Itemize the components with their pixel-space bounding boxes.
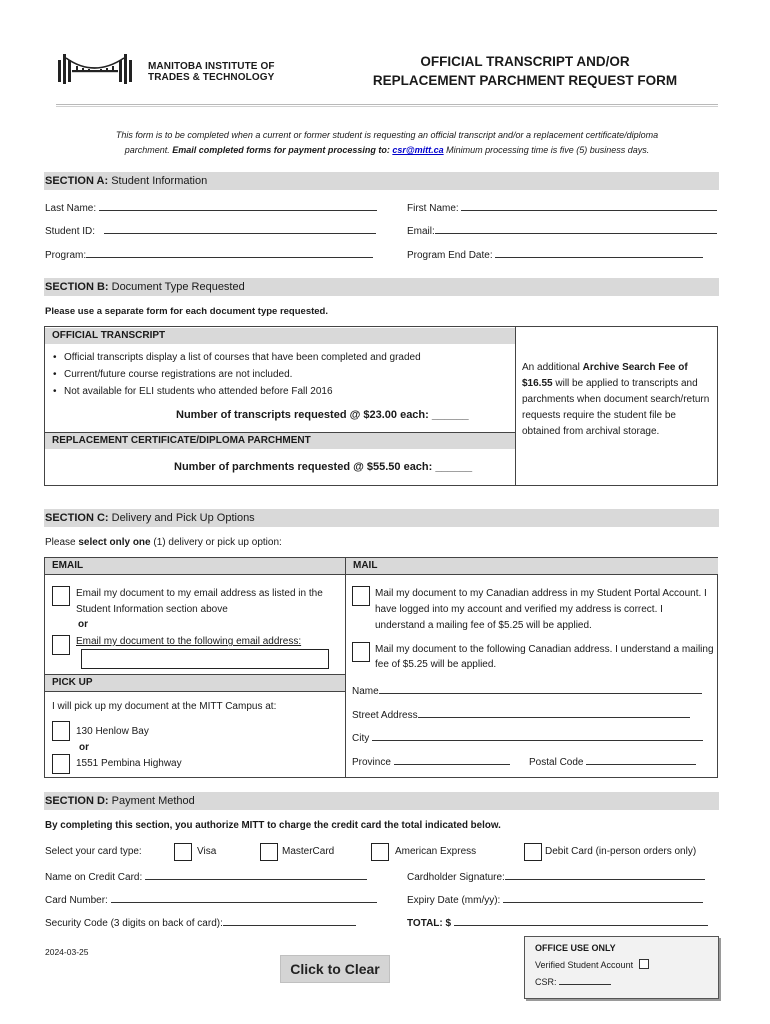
total-field[interactable]: TOTAL: $ bbox=[407, 916, 708, 929]
mail-other-checkbox[interactable] bbox=[352, 642, 370, 662]
bullet-item: • Not available for ELI students who attended before Fall 2016 bbox=[52, 383, 512, 400]
bridge-logo-icon bbox=[56, 50, 142, 86]
bullet-item: • Official transcripts display a list of courses that have been completed and graded bbox=[52, 349, 512, 366]
amex-checkbox[interactable] bbox=[371, 843, 389, 861]
select-card-label: Select your card type: bbox=[45, 846, 142, 857]
document-type-table bbox=[44, 326, 718, 486]
mail-province-field[interactable]: Province bbox=[352, 755, 510, 768]
title-line1: OFFICIAL TRANSCRIPT AND/OR bbox=[420, 54, 630, 69]
security-code-field[interactable]: Security Code (3 digits on back of card): bbox=[45, 916, 356, 929]
mail-portal-checkbox[interactable] bbox=[352, 586, 370, 606]
csr-row: CSR: bbox=[535, 974, 718, 991]
section-b-header: SECTION B: Document Type Requested bbox=[44, 278, 719, 296]
card-number-field[interactable]: Card Number: bbox=[45, 893, 377, 906]
org-line2: TRADES & TECHNOLOGY bbox=[148, 72, 275, 83]
csr-field[interactable] bbox=[559, 976, 611, 985]
mail-postal-field[interactable]: Postal Code bbox=[529, 755, 696, 768]
clear-form-button[interactable]: Click to Clear bbox=[280, 955, 390, 983]
name-on-card-field[interactable]: Name on Credit Card: bbox=[45, 870, 367, 883]
org-line1: MANITOBA INSTITUTE OF bbox=[148, 61, 275, 72]
email-listed-checkbox[interactable] bbox=[52, 586, 70, 606]
section-a-header: SECTION A: Student Information bbox=[44, 172, 719, 190]
email-other-checkbox[interactable] bbox=[52, 635, 70, 655]
mail-other-label: Mail my document to the following Canadian address. I understand a mailing fee of $5.25 will be applied. bbox=[375, 644, 714, 670]
verified-account-row: Verified Student Account bbox=[535, 957, 718, 974]
campus-pembina-label: 1551 Pembina Highway bbox=[76, 758, 182, 769]
email-other-label: Email my document to the following email address: bbox=[76, 636, 302, 647]
csr-email-link[interactable]: csr@mitt.ca bbox=[392, 145, 444, 155]
authorize-text: By completing this section, you authorize MITT to charge the credit card the total indicated below. bbox=[45, 820, 501, 831]
delivery-instruction: Please select only one (1) delivery or pick up option: bbox=[45, 537, 282, 548]
archive-fee-note: An additional Archive Search Fee of $16.55 will be applied to transcripts and parchments when document search/return requests require the student file be obtained from archival storage. bbox=[522, 362, 710, 437]
mail-portal-label: Mail my document to my Canadian address in my Student Portal Account. I have logged into my account and verified my address is correct. I understand a mailing fee of $5.25 will be applied. bbox=[375, 588, 707, 631]
mail-street-field[interactable]: Street Address bbox=[352, 708, 690, 721]
delivery-options-table bbox=[44, 557, 718, 778]
visa-label: Visa bbox=[197, 846, 217, 857]
transcripts-count-field[interactable]: Number of transcripts requested @ $23.00 each: ______ bbox=[176, 409, 469, 421]
office-use-title: OFFICE USE ONLY bbox=[535, 943, 616, 953]
debit-label: Debit Card (in-person orders only) bbox=[545, 846, 697, 857]
campus-henlow-label: 130 Henlow Bay bbox=[76, 726, 149, 737]
last-name-field[interactable]: Last Name: bbox=[45, 201, 377, 214]
form-title bbox=[355, 52, 695, 90]
pickup-header: PICK UP bbox=[45, 674, 345, 692]
section-c-header: SECTION C: Delivery and Pick Up Options bbox=[44, 509, 719, 527]
debit-checkbox[interactable] bbox=[524, 843, 542, 861]
email-field[interactable]: Email: bbox=[407, 224, 717, 237]
intro-text: This form is to be completed when a current or former student is requesting an official transcript and/or a replacement certificate/diploma parchment. Email completed forms for payment processing to: csr@mitt.ca Minimum processing time is five (5) business days. bbox=[115, 130, 659, 155]
parchment-header: REPLACEMENT CERTIFICATE/DIPLOMA PARCHMENT bbox=[45, 432, 515, 449]
parchments-count-field[interactable]: Number of parchments requested @ $55.50 each: ______ bbox=[174, 461, 473, 473]
campus-henlow-checkbox[interactable] bbox=[52, 721, 70, 741]
email-listed-label: Email my document to my email address as listed in the Student Information section above bbox=[76, 588, 323, 615]
mitt-logo bbox=[56, 50, 296, 86]
mastercard-checkbox[interactable] bbox=[260, 843, 278, 861]
title-line2: REPLACEMENT PARCHMENT REQUEST FORM bbox=[372, 73, 678, 88]
form-date: 2024-03-25 bbox=[45, 947, 89, 957]
expiry-date-field[interactable]: Expiry Date (mm/yy): bbox=[407, 893, 703, 906]
transcript-header: OFFICIAL TRANSCRIPT bbox=[45, 328, 515, 344]
verified-checkbox[interactable] bbox=[639, 959, 649, 969]
alternate-email-input[interactable] bbox=[81, 649, 329, 669]
or-label: or bbox=[78, 619, 88, 630]
first-name-field[interactable]: First Name: bbox=[407, 201, 717, 214]
org-name bbox=[148, 61, 275, 83]
student-id-field[interactable]: Student ID: bbox=[45, 224, 376, 237]
program-end-date-field[interactable]: Program End Date: bbox=[407, 248, 703, 261]
title-divider bbox=[56, 104, 718, 107]
or-label: or bbox=[79, 742, 89, 753]
mail-header: MAIL bbox=[346, 558, 718, 575]
bullet-item: • Current/future course registrations are not included. bbox=[52, 366, 512, 383]
visa-checkbox[interactable] bbox=[174, 843, 192, 861]
pickup-text: I will pick up my document at the MITT Campus at: bbox=[52, 701, 277, 712]
transcript-bullets bbox=[52, 349, 512, 400]
section-d-header: SECTION D: Payment Method bbox=[44, 792, 719, 810]
mail-city-field[interactable]: City bbox=[352, 731, 703, 744]
cardholder-signature-field[interactable]: Cardholder Signature: bbox=[407, 870, 705, 883]
campus-pembina-checkbox[interactable] bbox=[52, 754, 70, 774]
mail-name-field[interactable]: Name bbox=[352, 684, 702, 697]
office-use-box bbox=[524, 936, 719, 999]
amex-label: American Express bbox=[395, 846, 477, 857]
separate-form-note: Please use a separate form for each document type requested. bbox=[45, 306, 328, 317]
program-field[interactable]: Program: bbox=[45, 248, 373, 261]
mastercard-label: MasterCard bbox=[282, 846, 335, 857]
email-header: EMAIL bbox=[45, 558, 345, 575]
